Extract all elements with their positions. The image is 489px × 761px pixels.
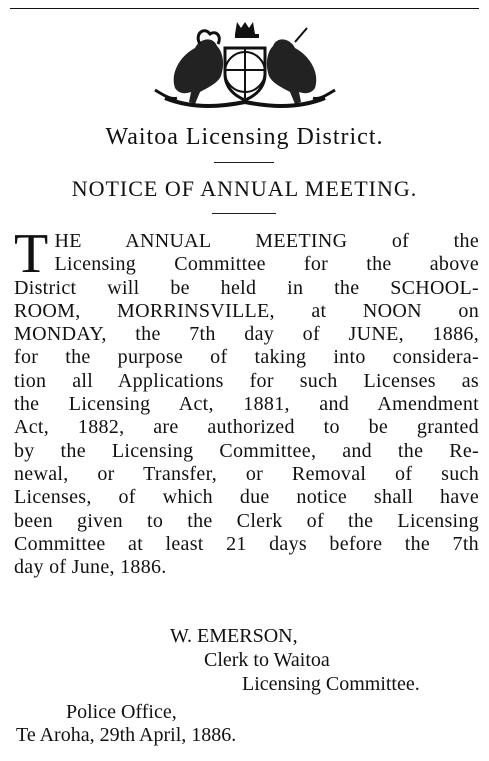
divider-rule [214,162,274,163]
body-line: been given to the Clerk of the Licensing [14,509,479,532]
signature-title: Clerk to Waitoa [204,649,330,671]
body-line: Licenses, of which due notice shall have [14,486,479,509]
body-line: ROOM, MORRINSVILLE, at NOON on [14,299,479,322]
body-line: the Licensing Act, 1881, and Amendment [14,393,479,416]
body-line: MONDAY, the 7th day of JUNE, 1886, [14,323,479,346]
drop-cap: T [14,223,49,285]
notice-body [14,223,479,579]
date-line: Te Aroha, 29th April, 1886. [16,724,237,746]
notice-heading: NOTICE OF ANNUAL MEETING. [71,176,418,201]
body-line: tion all Applications for such Licenses as [14,369,479,392]
signature-title: Licensing Committee. [242,673,420,695]
body-line: newal, or Transfer, or Removal of such [14,462,479,485]
body-line: by the Licensing Committee, and the Re- [14,439,479,462]
body-line: day of June, 1886. [14,556,167,579]
body-line: Committee at least 21 days before the 7th [14,532,479,555]
signature-name: W. EMERSON, [170,625,298,647]
body-line: for the purpose of taking into considera- [14,346,479,369]
body-line: District will be held in the SCHOOL- [14,276,479,299]
top-rule [10,8,479,9]
royal-coat-of-arms-icon [145,18,345,113]
body-line: Licensing Committee for the above [54,253,479,276]
body-line: Act, 1882, are authorized to be granted [14,416,479,439]
district-title: Waitoa Licensing District. [105,124,384,150]
place-line: Police Office, [66,701,177,723]
divider-rule [212,213,276,214]
body-line: HE ANNUAL MEETING of the [54,230,479,252]
